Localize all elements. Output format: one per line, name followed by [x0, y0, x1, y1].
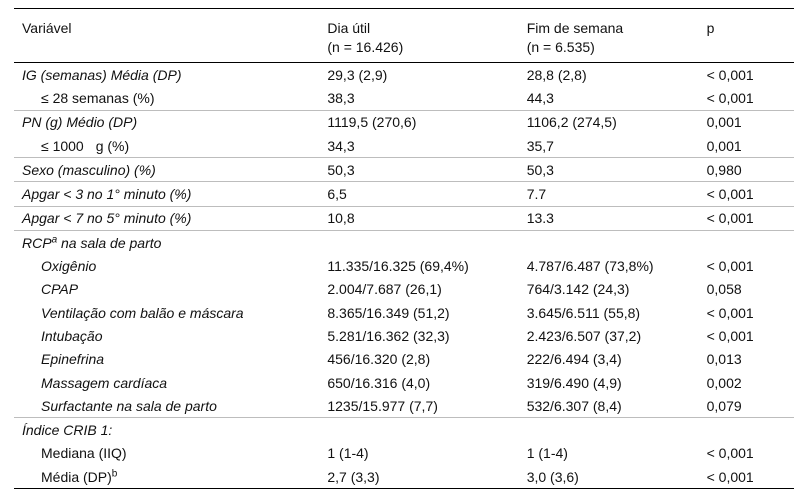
row-label: ≤ 28 semanas (%): [14, 86, 327, 110]
row-value-dia-util: 1235/15.977 (7,7): [327, 394, 526, 418]
row-value-dia-util: 2.004/7.687 (26,1): [327, 281, 442, 298]
section-row: [14, 231, 794, 255]
row-label: Epinefrina: [41, 351, 105, 368]
row-p-value: < 0,001: [706, 66, 754, 83]
row-p-value: < 0,001: [706, 445, 754, 462]
row-label: IG (semanas) Média (DP): [22, 66, 182, 83]
row-p-value: < 0,001: [706, 327, 754, 344]
table-row: [14, 371, 794, 394]
row-value-fim-de-semana: 532/6.307 (8,4): [527, 394, 707, 418]
table-row: [14, 442, 794, 465]
row-p-value: 0,001: [706, 114, 742, 131]
table-row: [14, 254, 794, 277]
table-row: [14, 206, 794, 230]
row-value-fim-de-semana: 3.645/6.511 (55,8): [526, 304, 641, 321]
row-value-fim-de-semana: 4.787/6.487 (73,8%): [526, 258, 654, 275]
table-row: [14, 86, 794, 110]
row-label: CPAP: [41, 281, 79, 298]
row-label-part: ≤ 1000: [41, 137, 84, 154]
table-row: [14, 394, 794, 418]
header-row: [14, 9, 794, 63]
section-label: RCP: [22, 234, 52, 251]
row-value-fim-de-semana: 3,0 (3,6): [527, 465, 707, 489]
row-value-dia-util: 29,3 (2,9): [327, 66, 388, 83]
row-p-value: 0,002: [706, 374, 742, 391]
row-label: Surfactante na sala de parto: [14, 394, 327, 418]
row-value-fim-de-semana: 222/6.494 (3,4): [526, 351, 622, 368]
row-label: Apgar < 3 no 1° minuto (%): [14, 182, 327, 206]
table-row: [14, 278, 794, 301]
row-p-value: < 0,001: [706, 304, 754, 321]
row-p-value: 0,001: [707, 134, 794, 158]
row-value-dia-util: 2,7 (3,3): [327, 465, 526, 489]
table-row: [14, 301, 794, 324]
row-label-part: g (%): [95, 137, 130, 154]
footnote-marker: a: [51, 234, 58, 246]
header-variavel: Variável: [14, 9, 327, 63]
row-value-dia-util: 6,5: [327, 182, 526, 206]
row-label: Ventilação com balão e máscara: [41, 304, 244, 321]
row-p-value: < 0,001: [707, 465, 794, 489]
row-value-dia-util: 456/16.320 (2,8): [327, 351, 431, 368]
header-fim-de-semana-n: (n = 6.535): [526, 39, 595, 55]
table-row: [14, 348, 794, 371]
row-value-dia-util: 11.335/16.325 (69,4%): [327, 258, 469, 275]
row-label: [14, 465, 327, 489]
row-value-dia-util: 10,8: [327, 206, 526, 230]
row-label: Mediana (IIQ): [41, 445, 127, 462]
row-label: [14, 134, 327, 158]
header-p: p: [707, 9, 794, 63]
row-p-value: < 0,001: [706, 258, 754, 275]
row-value-fim-de-semana: 50,3: [527, 158, 707, 182]
table-row: [14, 158, 794, 182]
header-dia-util: [327, 9, 526, 63]
header-dia-util-n: (n = 16.426): [327, 39, 404, 55]
table-row: [14, 63, 794, 87]
row-value-fim-de-semana: 2.423/6.507 (37,2): [526, 327, 642, 344]
table-row: [14, 324, 794, 347]
table-row: [14, 134, 794, 158]
row-p-value: 0,058: [706, 281, 742, 298]
row-value-fim-de-semana: 1106,2 (274,5): [526, 114, 617, 131]
row-value-fim-de-semana: 1 (1-4): [526, 445, 568, 462]
row-label: Apgar < 7 no 5° minuto (%): [14, 206, 327, 230]
row-value-fim-de-semana: 13.3: [527, 206, 707, 230]
row-label: Intubação: [41, 327, 103, 344]
row-label: Massagem cardíaca: [41, 374, 168, 391]
row-value-dia-util: 1 (1-4): [327, 445, 369, 462]
section-label-crib: Índice CRIB 1:: [22, 422, 113, 439]
header-fim-de-semana-label: Fim de semana: [526, 20, 624, 36]
row-value-fim-de-semana: 764/3.142 (24,3): [526, 281, 630, 298]
row-p-value: < 0,001: [707, 182, 794, 206]
footnote-marker: b: [111, 468, 118, 480]
table-row: [14, 182, 794, 206]
row-label: Sexo (masculino) (%): [14, 158, 327, 182]
section-label-rest: na sala de parto: [57, 234, 162, 251]
section-row: [14, 418, 794, 442]
row-label: Oxigênio: [41, 258, 97, 275]
header-fim-de-semana: [527, 9, 707, 63]
row-p-value: 0,980: [707, 158, 794, 182]
row-value-fim-de-semana: 44,3: [527, 86, 707, 110]
row-value-dia-util: 8.365/16.349 (51,2): [327, 304, 450, 321]
row-value-dia-util: 5.281/16.362 (32,3): [327, 327, 450, 344]
data-table: [14, 8, 794, 489]
row-value-dia-util: 34,3: [327, 134, 526, 158]
row-value-dia-util: 50,3: [327, 158, 526, 182]
table-row: [14, 110, 794, 134]
row-value-fim-de-semana: 28,8 (2,8): [526, 66, 587, 83]
row-label: PN (g) Médio (DP): [22, 114, 138, 131]
row-value-dia-util: 1119,5 (270,6): [327, 114, 417, 131]
header-dia-util-label: Dia útil: [327, 20, 371, 36]
row-p-value: < 0,001: [707, 206, 794, 230]
row-p-value: 0,013: [706, 351, 742, 368]
row-p-value: 0,079: [707, 394, 794, 418]
row-value-dia-util: 38,3: [327, 86, 526, 110]
row-value-fim-de-semana: 7.7: [527, 182, 707, 206]
table-row: [14, 465, 794, 489]
row-value-dia-util: 650/16.316 (4,0): [327, 374, 431, 391]
row-value-fim-de-semana: 319/6.490 (4,9): [526, 374, 622, 391]
row-label-text: Média (DP): [41, 468, 112, 485]
row-p-value: < 0,001: [707, 86, 794, 110]
row-value-fim-de-semana: 35,7: [527, 134, 707, 158]
section-label-rcp: [14, 231, 794, 255]
